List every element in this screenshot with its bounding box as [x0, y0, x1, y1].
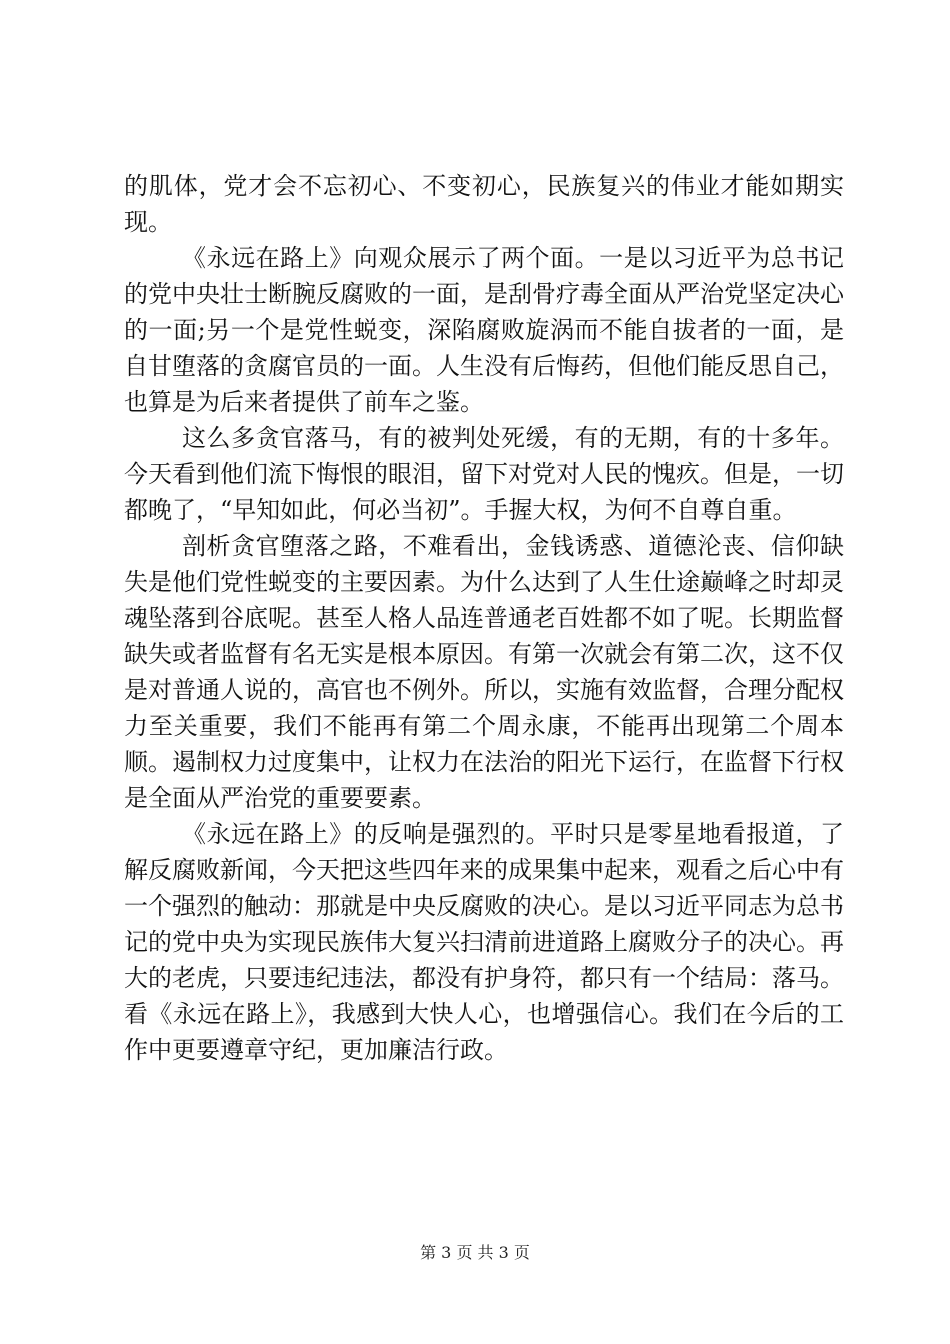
- page-number-footer: 第 3 页 共 3 页: [420, 1243, 530, 1262]
- paragraph-1: 的肌体，党才会不忘初心、不变初心，民族复兴的伟业才能如期实现。: [124, 172, 844, 236]
- paragraph-3: 这么多贪官落马，有的被判处死缓，有的无期，有的十多年。今天看到他们流下悔恨的眼泪，留下对党对人民的愧疚。但是，一切都晚了，“早知如此，何必当初”。手握大权，为何不自尊自重。: [124, 424, 844, 524]
- document-body: [124, 168, 844, 1068]
- paragraph-4: 剖析贪官堕落之路，不难看出，金钱诱惑、道德沦丧、信仰缺失是他们党性蜕变的主要因素。为什么达到了人生仕途巅峰之时却灵魂坠落到谷底呢。甚至人格人品连普通老百姓都不如了呢。长期监督缺失或者监督有名无实是根本原因。有第一次就会有第二次，这不仅是对普通人说的，高官也不例外。所以，实施有效监督，合理分配权力至关重要，我们不能再有第二个周永康，不能再出现第二个周本顺。遏制权力过度集中，让权力在法治的阳光下运行，在监督下行权是全面从严治党的重要要素。: [124, 532, 844, 812]
- paragraph-5: 《永远在路上》的反响是强烈的。平时只是零星地看报道，了解反腐败新闻，今天把这些四年来的成果集中起来，观看之后心中有一个强烈的触动：那就是中央反腐败的决心。是以习近平同志为总书记的党中央为实现民族伟大复兴扫清前进道路上腐败分子的决心。再大的老虎，只要违纪违法，都没有护身符，都只有一个结局：落马。看《永远在路上》，我感到大快人心，也增强信心。我们在今后的工作中更要遵章守纪，更加廉洁行政。: [124, 820, 844, 1064]
- paragraph-2: 《永远在路上》向观众展示了两个面。一是以习近平为总书记的党中央壮士断腕反腐败的一面，是刮骨疗毒全面从严治党坚定决心的一面;另一个是党性蜕变，深陷腐败旋涡而不能自拔者的一面，是自甘堕落的贪腐官员的一面。人生没有后悔药，但他们能反思自己，也算是为后来者提供了前车之鉴。: [124, 244, 844, 416]
